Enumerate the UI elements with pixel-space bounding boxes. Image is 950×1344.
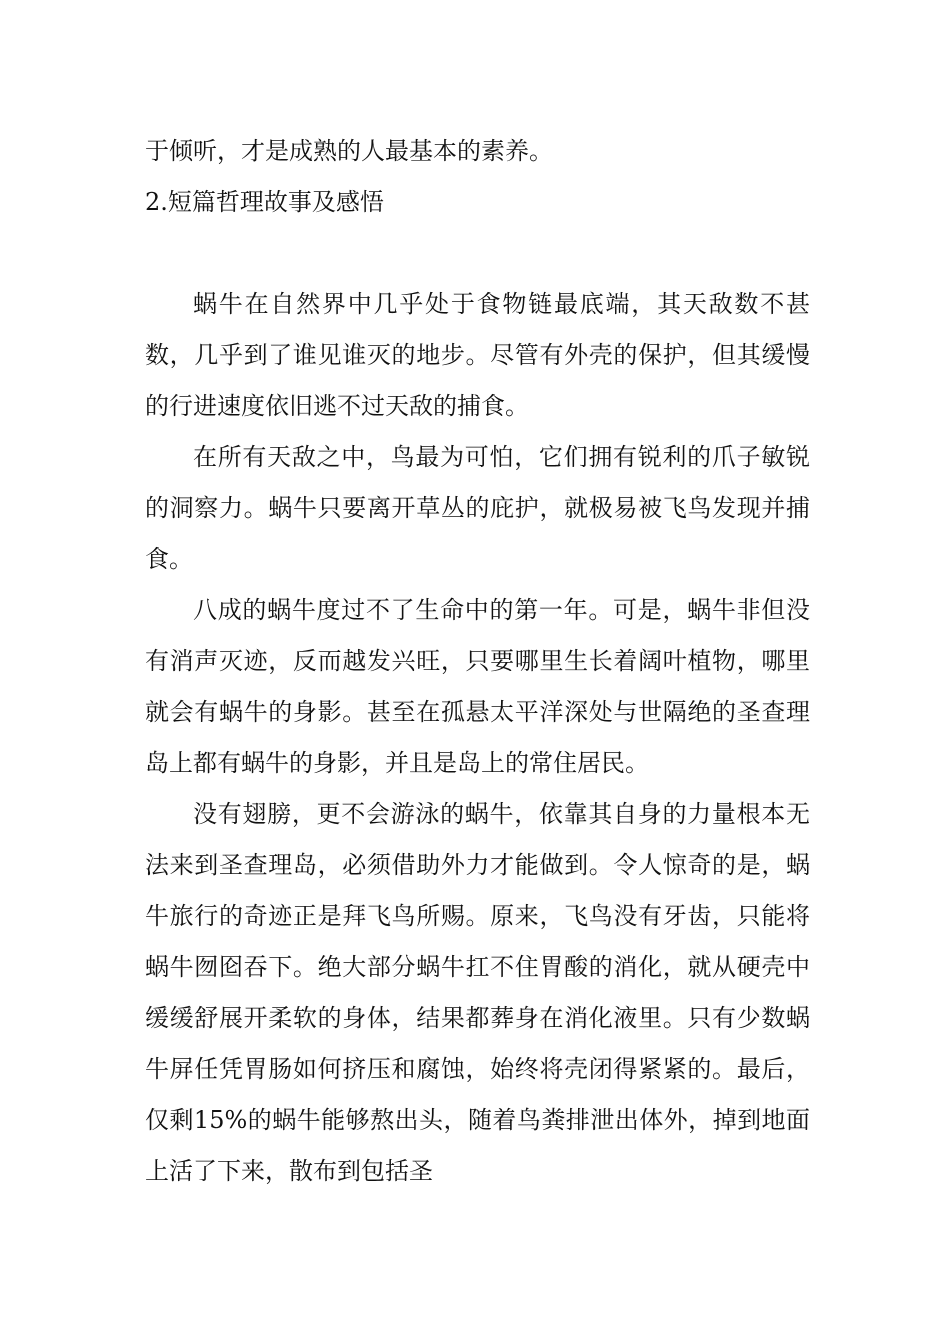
- paragraph-2: 在所有天敌之中，鸟最为可怕，它们拥有锐利的爪子敏锐的洞察力。蜗牛只要离开草丛的庇护，就极易被飞鸟发现并捕食。: [145, 443, 810, 573]
- paragraph-1: 蜗牛在自然界中几乎处于食物链最底端，其天敌数不甚数，几乎到了谁见谁灭的地步。尽管有外壳的保护，但其缓慢的行进速度依旧逃不过天敌的捕食。: [145, 290, 810, 420]
- page-content: [145, 126, 810, 1197]
- paragraph-3: 八成的蜗牛度过不了生命中的第一年。可是，蜗牛非但没有消声灭迹，反而越发兴旺，只要哪里生长着阔叶植物，哪里就会有蜗牛的身影。甚至在孤悬太平洋深处与世隔绝的圣查理岛上都有蜗牛的身影，并且是岛上的常住居民。: [145, 596, 810, 777]
- blank-line: [145, 228, 810, 279]
- carryover-line: 于倾听，才是成熟的人最基本的素养。: [145, 137, 553, 165]
- paragraph-4: 没有翅膀，更不会游泳的蜗牛，依靠其自身的力量根本无法来到圣查理岛，必须借助外力才能做到。令人惊奇的是，蜗牛旅行的奇迹正是拜飞鸟所赐。原来，飞鸟没有牙齿，只能将蜗牛囫囵吞下。绝大部分蜗牛扛不住胃酸的消化，就从硬壳中缓缓舒展开柔软的身体，结果都葬身在消化液里。只有少数蜗牛屏任凭胃肠如何挤压和腐蚀，始终将壳闭得紧紧的。最后，仅剩15%的蜗牛能够熬出头，随着鸟粪排泄出体外，掉到地面上活了下来，散布到包括圣: [145, 800, 810, 1185]
- section-heading: 2.短篇哲理故事及感悟: [145, 188, 384, 216]
